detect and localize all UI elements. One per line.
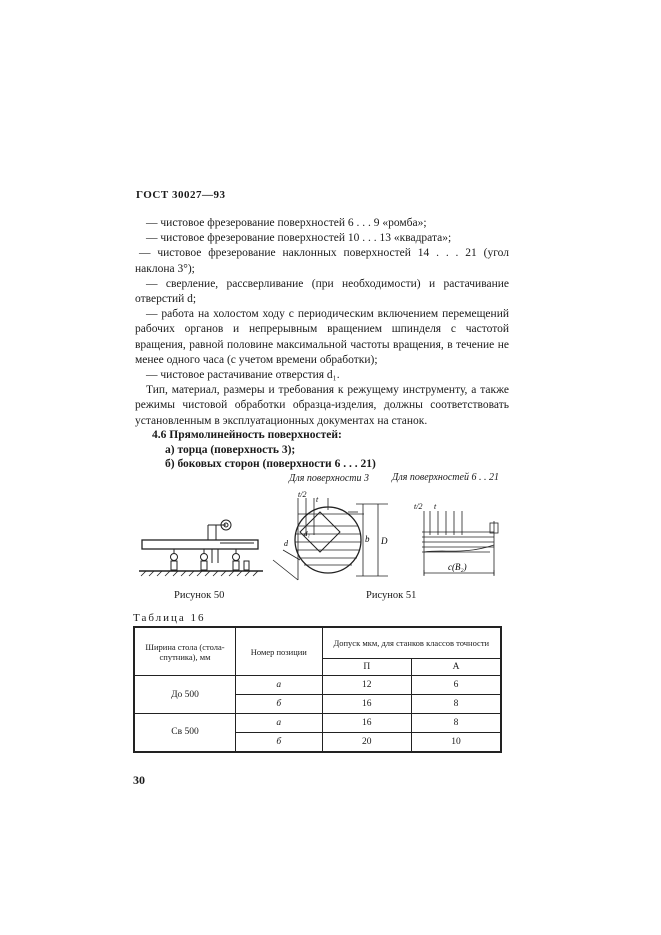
table-caption: Таблица 16 [133,612,206,624]
cell-class-p: 12 [322,676,411,695]
header-class-p: П [322,659,411,676]
figure-50-drawing [136,515,266,577]
section-item-b: б) боковых сторон (поверхности 6 . . . 21) [165,458,376,470]
cell-class-a: 10 [412,733,501,752]
cell-class-p: 16 [322,714,411,733]
cell-width: До 500 [134,676,236,714]
caption-surfaces-6-21: Для поверхностей 6 . . 21 [392,472,499,483]
paragraph: Тип, материал, размеры и требования к режущему инструменту, а также режимы чистовой обработки образца-изделия, должны соответствовать установленным в эксплуатационных документах на станок. [135,384,509,427]
section-4-6 [152,428,376,472]
paragraph: — работа на холостом ходу с периодическим включением перемещений рабочих органов и непрерывным вращением шпинделя с частотой вращения, равной половине максимальной частоты вращения, в течение не менее одного часа (с учетом времени обработки); [135,308,509,366]
figure-label-t-half: t/2 [414,502,423,511]
table-row [134,714,501,733]
cell-position: а [236,676,323,695]
section-item-a: а) торца (поверхность 3); [165,443,296,456]
table-row [134,676,501,695]
paragraph: — чистовое фрезерование наклонных поверхностей 14 . . . 21 (угол наклона 3°); [135,247,509,275]
document-header: ГОСТ 30027—93 [136,189,226,201]
paragraph: — чистовое растачивание отверстия d₁. [146,369,340,382]
page-number: 30 [133,773,145,787]
caption-surface-3: Для поверхности 3 [289,473,370,484]
figure-label-d1: d₁ [304,530,310,538]
header-table-width: Ширина стола (стола-спутника), мм [134,627,236,676]
figure-label-d: d [284,539,288,548]
header-position-number: Номер позиции [236,627,323,676]
cell-position: б [236,695,323,714]
figure-label-t-half: t/2 [298,490,307,499]
cell-class-a: 8 [412,714,501,733]
cell-class-p: 16 [322,695,411,714]
cell-position: а [236,714,323,733]
cell-width: Св 500 [134,714,236,752]
figure-label-D: D [381,536,388,546]
figure-label-b: b [365,534,370,544]
figure-label-t: t [316,495,319,504]
header-tolerance: Допуск мкм, для станков классов точности [322,627,501,659]
body-text [135,216,509,429]
figure-50-label: Рисунок 50 [174,590,225,601]
figure-51-disc [268,490,403,585]
figure-51-profile [414,495,510,585]
cell-class-a: 8 [412,695,501,714]
figure-51-label: Рисунок 51 [366,590,417,601]
figure-label-t: t [434,502,437,511]
cell-class-p: 20 [322,733,411,752]
section-title: 4.6 Прямолинейность поверхностей: [152,429,342,441]
tolerance-table [133,626,502,753]
cell-position: б [236,733,323,752]
cell-class-a: 6 [412,676,501,695]
header-class-a: А [412,659,501,676]
paragraph: — сверление, рассверливание (при необходимости) и растачивание отверстий d; [135,277,509,306]
paragraph: — чистовое фрезерование поверхностей 10 . . . 13 «квадрата»; [146,232,452,245]
paragraph: — чистовое фрезерование поверхностей 6 . . . 9 «ромба»; [146,217,427,229]
figure-label-c: c(B₂) [448,562,467,572]
